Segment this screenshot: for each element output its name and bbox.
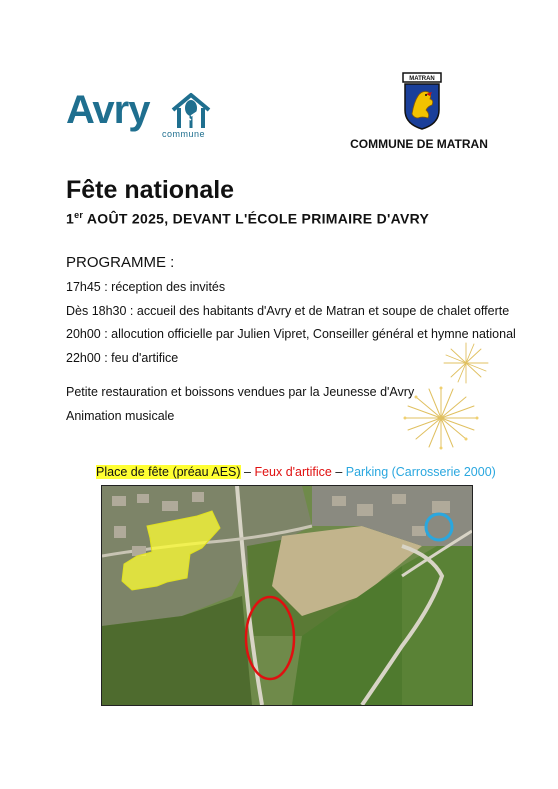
programme-line: 20h00 : allocution officielle par Julien Vipret, Conseiller général et hymne national <box>66 327 516 341</box>
page-title: Fête nationale <box>66 176 235 204</box>
house-tree-icon <box>170 92 212 130</box>
firework-icon <box>440 340 492 386</box>
programme-line: 22h00 : feu d'artifice <box>66 351 179 365</box>
legend-place: Place de fête (préau AES) <box>96 465 241 479</box>
avry-logo-word: Avry <box>66 88 150 132</box>
aerial-map <box>101 485 473 706</box>
info-line: Petite restauration et boissons vendues par la Jeunesse d'Avry <box>66 385 415 399</box>
matran-logo <box>340 72 500 156</box>
firework-icon <box>400 384 482 452</box>
legend-separator: – <box>331 465 346 479</box>
programme-line: 17h45 : réception des invités <box>66 280 226 294</box>
matran-name: COMMUNE DE MATRAN <box>350 137 488 151</box>
info-line: Animation musicale <box>66 409 175 423</box>
programme-heading: PROGRAMME : <box>66 254 175 271</box>
legend-separator: – <box>240 465 255 479</box>
avry-logo <box>66 88 216 148</box>
matran-banner-text: MATRAN <box>409 76 435 83</box>
map-legend <box>96 465 496 479</box>
programme-line: Dès 18h30 : accueil des habitants d'Avry et de Matran et soupe de chalet offerte <box>66 304 510 318</box>
legend-fireworks: Feux d'artifice <box>254 465 332 479</box>
legend-parking: Parking (Carrosserie 2000) <box>345 465 496 479</box>
lion-shield-icon <box>402 72 442 130</box>
page-subtitle <box>66 210 429 227</box>
subtitle-day: 1 <box>66 210 75 227</box>
avry-logo-subtitle: commune <box>162 129 206 139</box>
subtitle-text: AOÛT 2025, DEVANT L'ÉCOLE PRIMAIRE D'AVRY <box>83 210 430 227</box>
subtitle-ordinal: er <box>74 210 84 220</box>
